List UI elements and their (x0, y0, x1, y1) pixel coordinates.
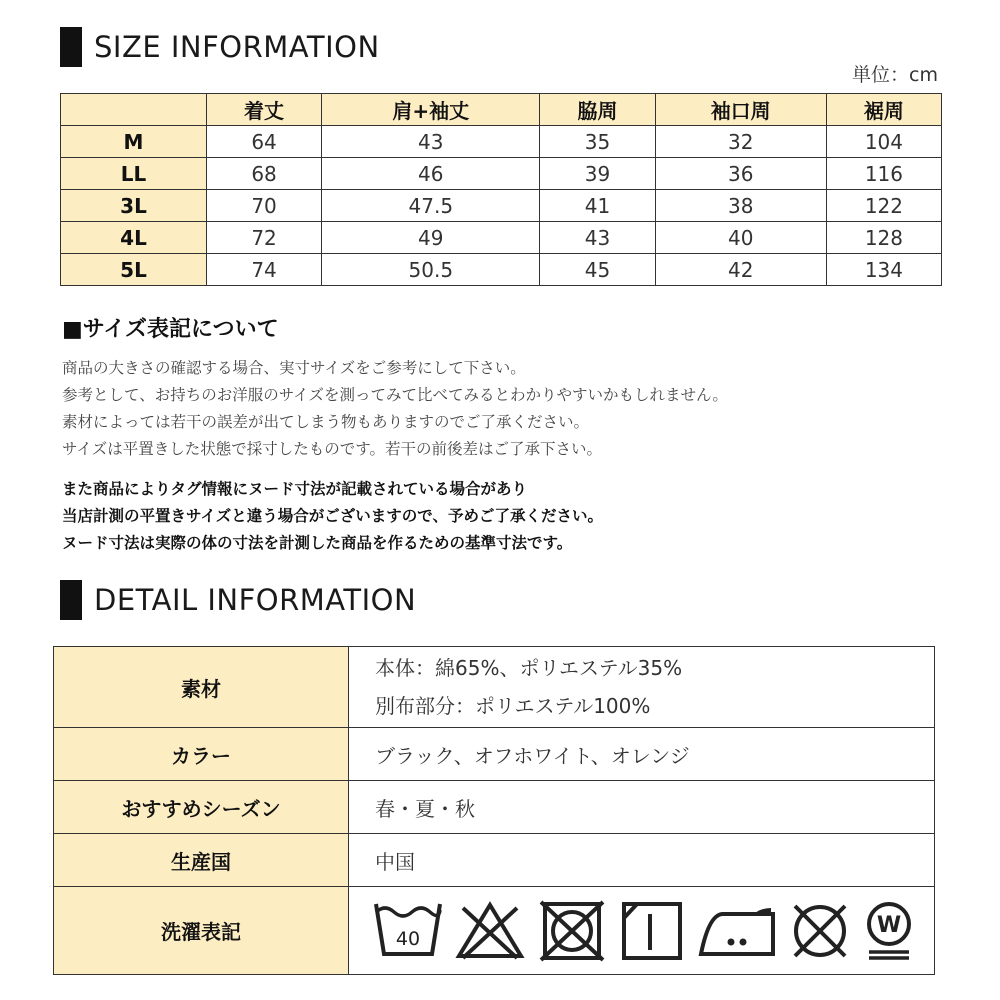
bold-note-line: ヌード寸法は実際の体の寸法を計測した商品を作るための基準寸法です。 (62, 534, 573, 552)
size-value: 38 (655, 190, 826, 222)
size-value: 45 (540, 254, 655, 286)
size-value: 41 (540, 190, 655, 222)
note-line: サイズは平置きした状態で採寸したものです。若干の前後差はご了承下さい。 (62, 440, 603, 458)
size-value: 134 (826, 254, 941, 286)
color-value: ブラック、オフホワイト、オレンジ (349, 728, 935, 781)
size-value: 47.5 (322, 190, 540, 222)
header-bar (60, 27, 82, 67)
table-row (61, 126, 942, 158)
detail-row-color (54, 728, 935, 781)
size-notes-heading: ■サイズ表記について (62, 317, 279, 342)
size-notes (62, 355, 728, 463)
size-value: 39 (540, 158, 655, 190)
unit-label: 単位：cm (852, 64, 938, 86)
season-value: 春・夏・秋 (349, 781, 935, 834)
origin-value: 中国 (349, 834, 935, 887)
detail-row-material (54, 647, 935, 728)
size-table (60, 93, 942, 286)
nude-size-notes (62, 476, 603, 557)
size-label: M (61, 126, 207, 158)
care-label: 洗濯表記 (54, 887, 349, 975)
color-label: カラー (54, 728, 349, 781)
size-label: 3L (61, 190, 207, 222)
size-value: 43 (322, 126, 540, 158)
material-value (349, 647, 935, 728)
wet-clean-icon (863, 900, 915, 962)
detail-section-header (60, 580, 416, 620)
size-value: 42 (655, 254, 826, 286)
column-header: 袖口周 (655, 94, 826, 126)
table-row (61, 254, 942, 286)
size-section-title: SIZE INFORMATION (94, 30, 380, 64)
column-header: 着丈 (207, 94, 322, 126)
corner-cell (61, 94, 207, 126)
detail-section-title: DETAIL INFORMATION (94, 583, 417, 617)
note-line: 商品の大きさの確認する場合、実寸サイズをご参考にして下さい。 (62, 359, 526, 377)
size-value: 40 (655, 222, 826, 254)
size-label: LL (61, 158, 207, 190)
size-section-header (60, 27, 380, 67)
size-label: 4L (61, 222, 207, 254)
bold-note-line: また商品によりタグ情報にヌード寸法が記載されている場合があり (62, 480, 528, 498)
iron-medium-icon (697, 900, 777, 962)
size-value: 104 (826, 126, 941, 158)
table-row (61, 222, 942, 254)
care-icons (373, 900, 934, 962)
column-header: 脇周 (540, 94, 655, 126)
size-value: 74 (207, 254, 322, 286)
line-dry-icon (619, 900, 685, 962)
detail-row-season (54, 781, 935, 834)
no-tumble-dry-icon (537, 900, 607, 962)
header-bar (60, 580, 82, 620)
material-line: 別布部分：ポリエステル100% (375, 694, 651, 718)
material-label: 素材 (54, 647, 349, 728)
note-line: 素材によっては若干の誤差が出てしまう物もありますのでご了承ください。 (62, 413, 590, 431)
size-label: 5L (61, 254, 207, 286)
size-value: 49 (322, 222, 540, 254)
note-line: 参考として、お持ちのお洋服のサイズを測ってみて比べてみるとわかりやすいかもしれません。 (62, 386, 728, 404)
size-value: 36 (655, 158, 826, 190)
wash-40-icon (373, 900, 443, 962)
size-value: 128 (826, 222, 941, 254)
table-row (61, 190, 942, 222)
detail-row-care (54, 887, 935, 975)
material-line: 本体：綿65%、ポリエステル35% (375, 656, 683, 680)
no-bleach-icon (455, 900, 525, 962)
size-value: 68 (207, 158, 322, 190)
size-value: 50.5 (322, 254, 540, 286)
column-header: 裾周 (826, 94, 941, 126)
detail-row-origin (54, 834, 935, 887)
size-value: 122 (826, 190, 941, 222)
column-header: 肩+袖丈 (322, 94, 540, 126)
size-value: 64 (207, 126, 322, 158)
size-value: 116 (826, 158, 941, 190)
bold-note-line: 当店計測の平置きサイズと違う場合がございますので、予めご了承ください。 (62, 507, 603, 525)
size-value: 43 (540, 222, 655, 254)
no-dry-clean-icon (789, 900, 851, 962)
care-value (349, 887, 935, 975)
season-label: おすすめシーズン (54, 781, 349, 834)
wash-temperature: 40 (395, 927, 421, 950)
size-table-header (61, 94, 942, 126)
size-value: 46 (322, 158, 540, 190)
size-value: 72 (207, 222, 322, 254)
size-value: 35 (540, 126, 655, 158)
size-value: 32 (655, 126, 826, 158)
size-value: 70 (207, 190, 322, 222)
wet-clean-letter: W (876, 912, 902, 938)
table-row (61, 158, 942, 190)
detail-table (53, 646, 935, 975)
origin-label: 生産国 (54, 834, 349, 887)
